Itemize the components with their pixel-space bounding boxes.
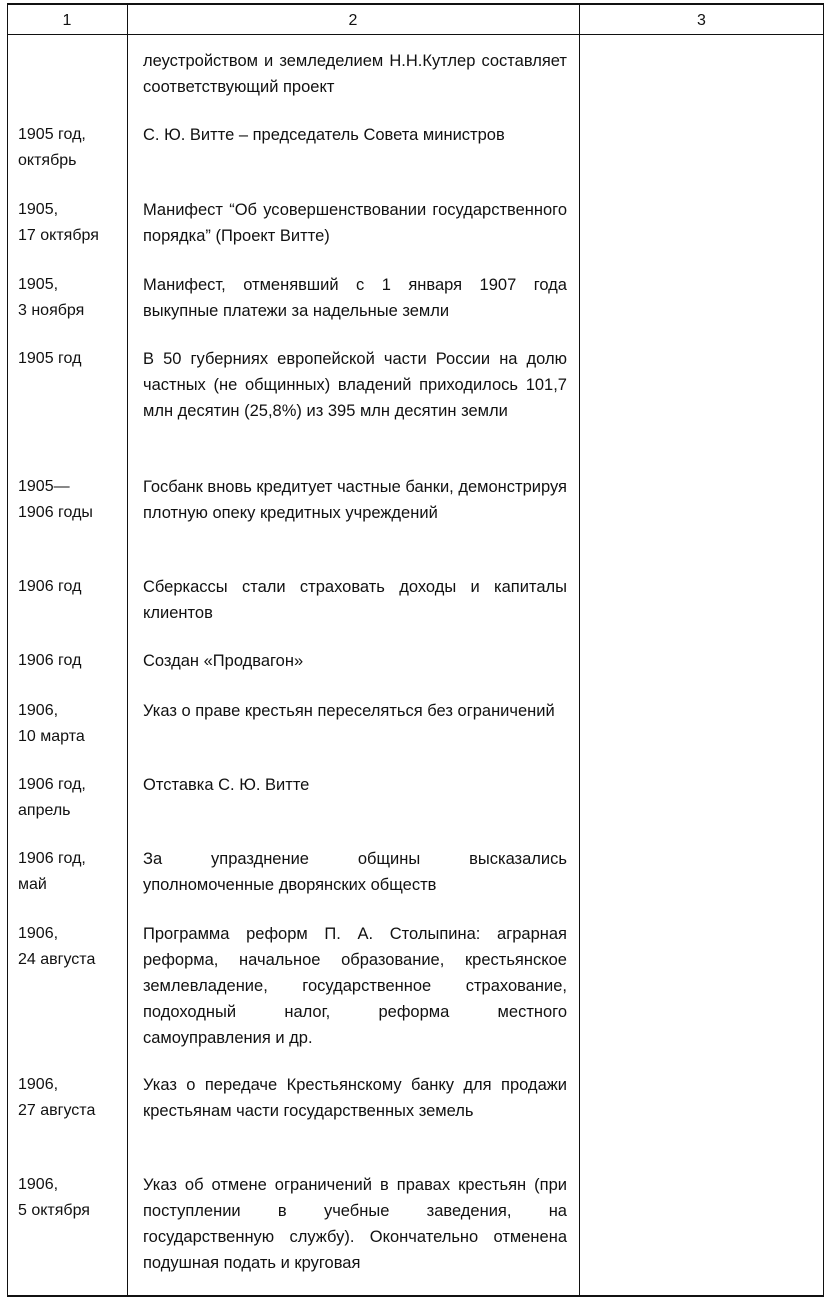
- event-description: Манифест “Об усовершенствовании государственного порядка” (Проект Витте): [143, 201, 567, 245]
- event-description: Указ о праве крестьян переселяться без ограничений: [143, 702, 555, 720]
- event-description: Указ об отмене ограничений в правах крестьян (при поступлении в учебные заведения, на государственную службу). Окончательно отменена подушная подать и круговая: [143, 1176, 567, 1272]
- event-description: Указ о передаче Крестьянскому банку для продажи крестьянам части государственных земель: [143, 1076, 567, 1120]
- event-description: Отставка С. Ю. Витте: [143, 776, 310, 794]
- event-description: В 50 губерниях европейской части России на долю частных (не общинных) владений приходилось 101,7 млн десятин (25,8%) из 395 млн десятин земли: [143, 350, 567, 420]
- event-description: Программа реформ П. А. Столыпина: аграрная реформа, начальное образование, крестьянское землевладение, государственное страхование, подоходный налог, реформа местного самоуправления и др.: [143, 925, 567, 1047]
- header-col-1: 1: [62, 12, 72, 29]
- event-date: 1906 год, апрель: [18, 776, 86, 819]
- event-date: 1905 год: [18, 350, 82, 367]
- event-description: леустройством и земледелием Н.Н.Кутлер составляет соответствующий проект: [143, 52, 567, 96]
- event-date: 1905 год, октябрь: [18, 126, 86, 169]
- header-col-3: 3: [697, 12, 706, 29]
- event-description: Госбанк вновь кредитует частные банки, демонстрируя плотную опеку кредитных учреждений: [143, 478, 567, 522]
- event-date: 1906, 27 августа: [18, 1076, 96, 1119]
- event-date: 1906 год, май: [18, 850, 86, 893]
- event-date: 1905— 1906 годы: [18, 478, 93, 521]
- event-date: 1906, 5 октября: [18, 1176, 90, 1219]
- event-date: 1906, 10 марта: [18, 702, 85, 745]
- column-divider-1: [127, 3, 128, 1297]
- header-col-2: 2: [348, 12, 358, 29]
- event-description: Создан «Продвагон»: [143, 652, 304, 670]
- event-description: С. Ю. Витте – председатель Совета министров: [143, 126, 505, 144]
- event-description: Сберкассы стали страховать доходы и капиталы клиентов: [143, 578, 567, 622]
- event-date: 1905, 17 октября: [18, 201, 99, 244]
- event-description: Манифест, отменявший с 1 января 1907 года выкупные платежи за надельные земли: [143, 276, 567, 320]
- event-date: 1906 год: [18, 578, 82, 595]
- event-description: За упразднение общины высказались уполномоченные дворянских обществ: [143, 850, 567, 894]
- event-date: 1905, 3 ноября: [18, 276, 85, 319]
- event-date: 1906, 24 августа: [18, 925, 96, 968]
- column-divider-2: [579, 3, 580, 1297]
- event-date: 1906 год: [18, 652, 82, 669]
- table-header: [7, 3, 824, 35]
